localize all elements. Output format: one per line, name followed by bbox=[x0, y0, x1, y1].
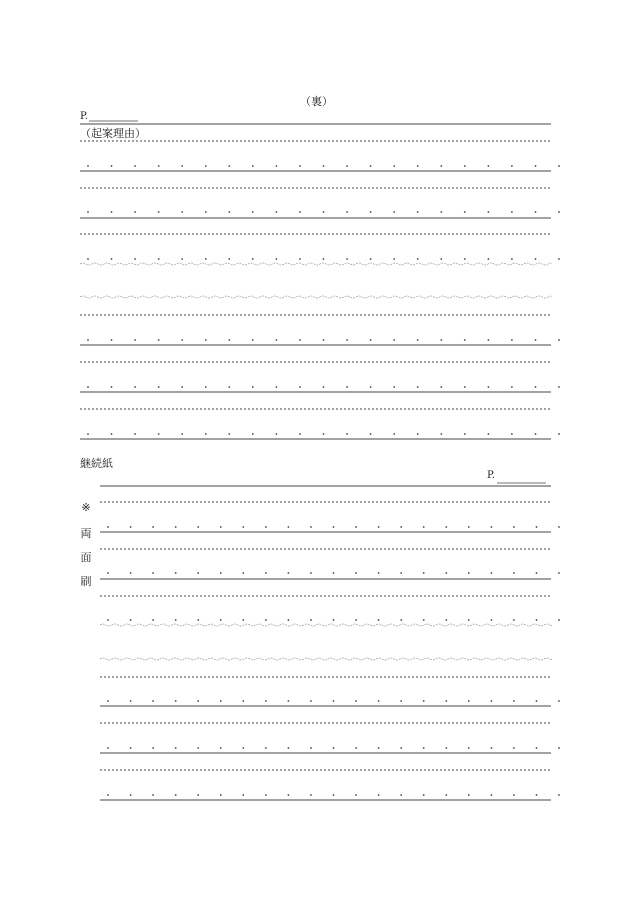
guide-dot bbox=[378, 619, 380, 621]
guide-dot bbox=[323, 165, 325, 167]
guide-dot bbox=[400, 526, 402, 528]
guide-dot bbox=[488, 211, 490, 213]
guide-dot bbox=[175, 572, 177, 574]
guide-dot bbox=[87, 165, 89, 167]
guide-dot bbox=[134, 433, 136, 435]
guide-dot bbox=[299, 211, 301, 213]
guide-dot bbox=[288, 794, 290, 796]
guide-dot bbox=[513, 619, 515, 621]
guide-dot bbox=[558, 700, 560, 702]
guide-dot bbox=[400, 619, 402, 621]
guide-dot bbox=[130, 526, 132, 528]
guide-dot bbox=[265, 747, 267, 749]
guide-dot bbox=[323, 433, 325, 435]
guide-dot bbox=[220, 700, 222, 702]
guide-dot bbox=[310, 747, 312, 749]
guide-dot bbox=[423, 794, 425, 796]
guide-dot bbox=[513, 700, 515, 702]
guide-dot bbox=[445, 700, 447, 702]
guide-dot bbox=[378, 572, 380, 574]
guide-dot bbox=[107, 794, 109, 796]
guide-dot bbox=[355, 572, 357, 574]
guide-dot bbox=[491, 794, 493, 796]
guide-dot bbox=[400, 794, 402, 796]
guide-dot bbox=[370, 386, 372, 388]
guide-dot bbox=[378, 700, 380, 702]
guide-dot bbox=[468, 794, 470, 796]
guide-dot bbox=[370, 258, 372, 260]
guide-dot bbox=[205, 386, 207, 388]
guide-dot bbox=[333, 747, 335, 749]
guide-dot bbox=[535, 258, 537, 260]
guide-dot bbox=[488, 339, 490, 341]
page-number-label: P. bbox=[80, 111, 88, 122]
guide-dot bbox=[346, 339, 348, 341]
guide-dot bbox=[111, 339, 113, 341]
guide-dot bbox=[299, 258, 301, 260]
guide-dot bbox=[252, 211, 254, 213]
guide-dot bbox=[205, 258, 207, 260]
guide-dot bbox=[355, 619, 357, 621]
guide-dot bbox=[417, 339, 419, 341]
guide-dot bbox=[288, 700, 290, 702]
guide-dot bbox=[152, 526, 154, 528]
guide-dot bbox=[228, 165, 230, 167]
guide-dot bbox=[535, 339, 537, 341]
guide-dot bbox=[152, 747, 154, 749]
guide-dot bbox=[181, 433, 183, 435]
guide-dot bbox=[158, 433, 160, 435]
guide-dot bbox=[158, 211, 160, 213]
guide-dot bbox=[158, 258, 160, 260]
guide-dot bbox=[535, 386, 537, 388]
guide-dot bbox=[158, 165, 160, 167]
guide-dot bbox=[558, 258, 560, 260]
guide-dot bbox=[220, 619, 222, 621]
guide-dot bbox=[323, 211, 325, 213]
guide-dot bbox=[175, 526, 177, 528]
guide-dot bbox=[535, 433, 537, 435]
guide-dot bbox=[181, 211, 183, 213]
guide-dot bbox=[488, 386, 490, 388]
guide-dot bbox=[558, 526, 560, 528]
guide-dot bbox=[355, 747, 357, 749]
guide-dot bbox=[299, 386, 301, 388]
guide-dot bbox=[378, 747, 380, 749]
guide-dot bbox=[205, 211, 207, 213]
guide-dot bbox=[276, 339, 278, 341]
guide-dot bbox=[464, 165, 466, 167]
guide-dot bbox=[228, 339, 230, 341]
guide-dot bbox=[175, 747, 177, 749]
guide-dot bbox=[440, 258, 442, 260]
guide-dot bbox=[134, 258, 136, 260]
guide-dot bbox=[323, 258, 325, 260]
guide-dot bbox=[197, 572, 199, 574]
guide-dot bbox=[87, 211, 89, 213]
guide-dot bbox=[536, 747, 538, 749]
guide-dot bbox=[558, 386, 560, 388]
guide-dot bbox=[393, 386, 395, 388]
guide-dot bbox=[488, 258, 490, 260]
guide-dot bbox=[355, 794, 357, 796]
guide-dot bbox=[464, 433, 466, 435]
guide-dot bbox=[370, 339, 372, 341]
guide-dot bbox=[445, 794, 447, 796]
guide-dot bbox=[323, 386, 325, 388]
guide-dot bbox=[158, 339, 160, 341]
guide-dot bbox=[370, 165, 372, 167]
guide-dot bbox=[535, 211, 537, 213]
guide-dot bbox=[111, 165, 113, 167]
note-mark: ※ bbox=[81, 501, 91, 514]
guide-dot bbox=[175, 700, 177, 702]
guide-dot bbox=[310, 700, 312, 702]
guide-dot bbox=[491, 526, 493, 528]
guide-dot bbox=[220, 794, 222, 796]
guide-dot bbox=[511, 433, 513, 435]
guide-dot bbox=[265, 526, 267, 528]
guide-dot bbox=[175, 619, 177, 621]
guide-dot bbox=[130, 700, 132, 702]
guide-dot bbox=[205, 339, 207, 341]
guide-dot bbox=[130, 794, 132, 796]
guide-dot bbox=[310, 526, 312, 528]
guide-dot bbox=[197, 526, 199, 528]
omission-wave-line bbox=[80, 296, 551, 298]
guide-dot bbox=[488, 165, 490, 167]
guide-dot bbox=[400, 700, 402, 702]
guide-dot bbox=[242, 526, 244, 528]
guide-dot bbox=[468, 526, 470, 528]
guide-dot bbox=[310, 619, 312, 621]
guide-dot bbox=[536, 700, 538, 702]
guide-dot bbox=[276, 433, 278, 435]
guide-dot bbox=[288, 747, 290, 749]
guide-dot bbox=[299, 433, 301, 435]
guide-dot bbox=[513, 794, 515, 796]
guide-dot bbox=[310, 794, 312, 796]
guide-dot bbox=[370, 433, 372, 435]
guide-dot bbox=[111, 211, 113, 213]
guide-dot bbox=[423, 526, 425, 528]
guide-dot bbox=[228, 386, 230, 388]
guide-dot bbox=[511, 211, 513, 213]
guide-dot bbox=[536, 572, 538, 574]
guide-dot bbox=[511, 258, 513, 260]
guide-dot bbox=[333, 572, 335, 574]
guide-dot bbox=[511, 386, 513, 388]
guide-dot bbox=[265, 572, 267, 574]
guide-dot bbox=[440, 211, 442, 213]
guide-dot bbox=[152, 700, 154, 702]
guide-dot bbox=[346, 211, 348, 213]
guide-dot bbox=[417, 258, 419, 260]
guide-dot bbox=[134, 386, 136, 388]
guide-dot bbox=[346, 386, 348, 388]
guide-dot bbox=[228, 433, 230, 435]
guide-dot bbox=[323, 339, 325, 341]
guide-dot bbox=[423, 747, 425, 749]
guide-dot bbox=[400, 572, 402, 574]
guide-dot bbox=[130, 619, 132, 621]
guide-dot bbox=[130, 572, 132, 574]
guide-dot bbox=[417, 165, 419, 167]
guide-dot bbox=[393, 165, 395, 167]
continuation-page-label: P. bbox=[487, 470, 495, 481]
guide-dot bbox=[220, 747, 222, 749]
guide-dot bbox=[130, 747, 132, 749]
guide-dot bbox=[333, 619, 335, 621]
guide-dot bbox=[393, 211, 395, 213]
guide-dot bbox=[445, 747, 447, 749]
guide-dot bbox=[558, 211, 560, 213]
guide-dot bbox=[220, 572, 222, 574]
guide-dot bbox=[423, 700, 425, 702]
guide-dot bbox=[468, 747, 470, 749]
guide-dot bbox=[265, 619, 267, 621]
guide-dot bbox=[152, 794, 154, 796]
guide-dot bbox=[87, 258, 89, 260]
guide-dot bbox=[445, 619, 447, 621]
note-char: 両 bbox=[80, 527, 92, 540]
guide-dot bbox=[464, 339, 466, 341]
guide-dot bbox=[355, 700, 357, 702]
guide-dot bbox=[393, 339, 395, 341]
note-char: 面 bbox=[80, 551, 92, 564]
guide-dot bbox=[310, 572, 312, 574]
guide-dot bbox=[558, 572, 560, 574]
guide-dot bbox=[228, 211, 230, 213]
guide-dot bbox=[491, 700, 493, 702]
guide-dot bbox=[468, 700, 470, 702]
guide-dot bbox=[252, 165, 254, 167]
guide-dot bbox=[491, 747, 493, 749]
guide-dot bbox=[276, 386, 278, 388]
guide-dot bbox=[423, 572, 425, 574]
guide-dot bbox=[205, 165, 207, 167]
guide-dot bbox=[468, 619, 470, 621]
guide-dot bbox=[558, 619, 560, 621]
guide-dot bbox=[333, 526, 335, 528]
guide-dot bbox=[393, 433, 395, 435]
guide-dot bbox=[440, 433, 442, 435]
guide-dot bbox=[111, 386, 113, 388]
guide-dot bbox=[181, 339, 183, 341]
guide-dot bbox=[197, 700, 199, 702]
guide-dot bbox=[536, 619, 538, 621]
guide-dot bbox=[346, 165, 348, 167]
guide-dot bbox=[220, 526, 222, 528]
guide-dot bbox=[252, 339, 254, 341]
guide-dot bbox=[464, 211, 466, 213]
guide-dot bbox=[242, 619, 244, 621]
guide-dot bbox=[464, 258, 466, 260]
guide-dot bbox=[491, 572, 493, 574]
guide-dot bbox=[242, 747, 244, 749]
guide-dot bbox=[242, 700, 244, 702]
guide-dot bbox=[440, 165, 442, 167]
guide-dot bbox=[242, 572, 244, 574]
guide-dot bbox=[355, 526, 357, 528]
guide-dot bbox=[288, 526, 290, 528]
guide-dot bbox=[276, 165, 278, 167]
guide-dot bbox=[175, 794, 177, 796]
guide-dot bbox=[558, 794, 560, 796]
guide-dot bbox=[378, 526, 380, 528]
guide-dot bbox=[468, 572, 470, 574]
guide-dot bbox=[107, 747, 109, 749]
guide-dot bbox=[134, 339, 136, 341]
guide-dot bbox=[423, 619, 425, 621]
note-char: 刷 bbox=[80, 575, 92, 588]
guide-dot bbox=[134, 211, 136, 213]
guide-dot bbox=[288, 619, 290, 621]
guide-dot bbox=[400, 747, 402, 749]
guide-dot bbox=[181, 386, 183, 388]
guide-dot bbox=[417, 211, 419, 213]
guide-dot bbox=[87, 433, 89, 435]
guide-dot bbox=[158, 386, 160, 388]
back-side-label: （裏） bbox=[300, 95, 333, 108]
guide-dot bbox=[87, 339, 89, 341]
guide-dot bbox=[197, 747, 199, 749]
guide-dot bbox=[181, 258, 183, 260]
guide-dot bbox=[346, 258, 348, 260]
reason-label: （起案理由） bbox=[80, 127, 146, 140]
guide-dot bbox=[513, 747, 515, 749]
guide-dot bbox=[511, 165, 513, 167]
guide-dot bbox=[107, 526, 109, 528]
guide-dot bbox=[299, 339, 301, 341]
guide-dot bbox=[228, 258, 230, 260]
guide-dot bbox=[445, 526, 447, 528]
guide-dot bbox=[536, 794, 538, 796]
guide-dot bbox=[440, 386, 442, 388]
guide-dot bbox=[87, 386, 89, 388]
guide-dot bbox=[393, 258, 395, 260]
guide-dot bbox=[252, 258, 254, 260]
guide-dot bbox=[536, 526, 538, 528]
guide-dot bbox=[558, 747, 560, 749]
guide-dot bbox=[276, 258, 278, 260]
guide-dot bbox=[558, 165, 560, 167]
guide-dot bbox=[181, 165, 183, 167]
guide-dot bbox=[205, 433, 207, 435]
guide-dot bbox=[276, 211, 278, 213]
guide-dot bbox=[252, 386, 254, 388]
guide-dot bbox=[511, 339, 513, 341]
guide-dot bbox=[242, 794, 244, 796]
guide-dot bbox=[107, 700, 109, 702]
guide-dot bbox=[111, 433, 113, 435]
guide-dot bbox=[440, 339, 442, 341]
omission-wave-line bbox=[100, 624, 552, 626]
guide-dot bbox=[370, 211, 372, 213]
guide-dot bbox=[558, 433, 560, 435]
guide-dot bbox=[491, 619, 493, 621]
guide-dot bbox=[464, 386, 466, 388]
guide-dot bbox=[445, 572, 447, 574]
guide-dot bbox=[252, 433, 254, 435]
guide-dot bbox=[488, 433, 490, 435]
omission-wave-line bbox=[80, 263, 551, 265]
guide-dot bbox=[265, 794, 267, 796]
guide-dot bbox=[378, 794, 380, 796]
guide-dot bbox=[417, 386, 419, 388]
guide-dot bbox=[265, 700, 267, 702]
guide-dot bbox=[535, 165, 537, 167]
omission-wave-line bbox=[100, 658, 552, 660]
guide-dot bbox=[513, 572, 515, 574]
guide-dot bbox=[513, 526, 515, 528]
guide-dot bbox=[107, 619, 109, 621]
guide-dot bbox=[197, 619, 199, 621]
guide-dot bbox=[107, 572, 109, 574]
guide-dot bbox=[333, 700, 335, 702]
guide-dot bbox=[197, 794, 199, 796]
guide-dot bbox=[417, 433, 419, 435]
guide-dot bbox=[299, 165, 301, 167]
guide-dot bbox=[558, 339, 560, 341]
guide-dot bbox=[288, 572, 290, 574]
guide-dot bbox=[152, 572, 154, 574]
guide-dot bbox=[134, 165, 136, 167]
continuation-title: 継続紙 bbox=[80, 457, 113, 470]
guide-dot bbox=[346, 433, 348, 435]
guide-dot bbox=[152, 619, 154, 621]
guide-dot bbox=[333, 794, 335, 796]
guide-dot bbox=[111, 258, 113, 260]
